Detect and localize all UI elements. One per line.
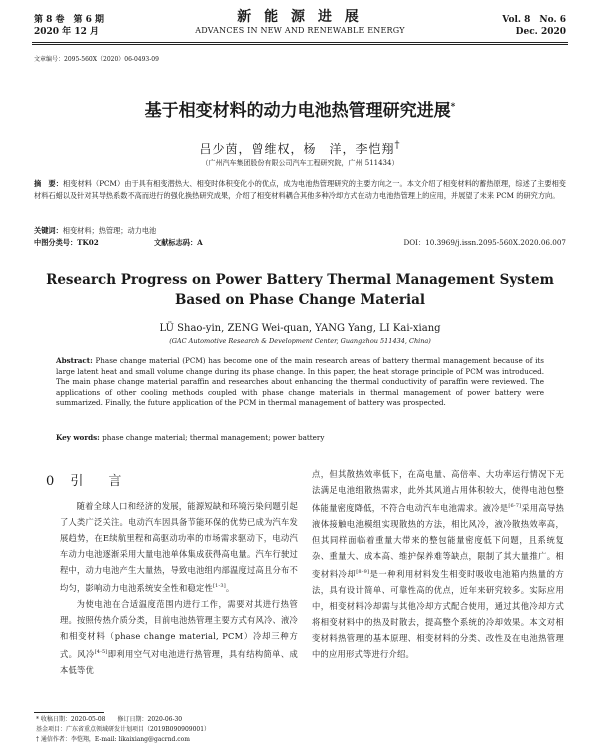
footnote-rule [34,712,104,713]
journal-masthead [150,8,450,36]
date-cn: 2020 年 12 月 [34,27,99,37]
paragraph [312,466,564,662]
authors-en: LÜ Shao-yin, ZENG Wei-quan, YANG Yang, LI Kai-xiang [159,323,441,334]
issue-cn: 第 8 卷 第 6 期 [34,15,105,25]
abstract-cn-text: 相变材料（PCM）由于具有相变潜热大、相变时体积变化小的优点，成为电池热管理研究的主要方向之一。本文介绍了相变材料的蓄热原理，综述了主要相变材料石蜡以及针对其导热系数不高而进行的强化换热研究成果，介绍了相变材料耦合其他多种冷却方式在动力电池热管理上的应用，并展望了未来 PCM 的研究方向。 [34,179,566,200]
body-text: 是一种利用材料发生相变时吸收电池箱内热量的方法，具有设计简单、可靠性高的优点，近年来研究较多。实际应用中，相变材料冷却需与其他冷却方式配合使用，通过其他冷却方式将相变材料中的热及时散去，提高整个系统的冷却效果。本文对相变材料热管理的基本原理、相变材料的分类、改性及在电池热管理中的应用形式等进行介绍。 [312,568,564,659]
journal-name-en: ADVANCES IN NEW AND RENEWABLE ENERGY [195,26,405,35]
header-left [34,14,104,38]
citation[interactable]: [8-9] [356,568,370,575]
keywords-en-text: phase change material; thermal management; power battery [102,433,325,442]
footnotes [36,715,210,745]
body-text: 点，但其散热效率低下，在高电量、高倍率、大功率运行情况下无法满足电池组散热需求，此外其风道占用体积较大，使得电池包整体能量密度降低，不符合电动汽车电池需求。液冷是 [312,469,564,513]
abstract-en-text: Phase change material (PCM) has become one of the main research areas of battery thermal management because of its large latent heat and small volume change during its phase change. In this paper, the heat storage principle of PCM was introduced. The main phase change material paraffin and researches about enhancing the thermal conductivity of paraffin were reviewed. The applications of other cooling methods coupled with phase change materials in thermal management of power battery were summarized. Finally, the future application of the PCM in thermal management of battery was prospected. [56,356,544,407]
affiliation-cn: （广州汽车集团股份有限公司汽车工程研究院，广州 511434） [201,159,399,167]
title-cn [40,96,560,121]
abstract-cn [34,178,566,202]
section-heading [46,470,127,489]
title-footnote-mark: * [450,102,456,113]
citation[interactable]: [6-7] [508,503,522,509]
keywords-en [56,433,544,442]
citation[interactable]: [1-3] [212,583,226,589]
header-right [502,14,566,38]
keywords-cn-label: 关键词： [34,226,63,235]
paragraph [60,498,298,596]
footnote-fund: 基金项目：广东省重点领域研发计划项目（2019B090909001） [36,726,211,733]
title-cn-text: 基于相变材料的动力电池热管理研究进展 [144,101,451,121]
title-en-line2: Based on Phase Change Material [174,292,426,308]
keywords-cn-text: 相变材料；热管理；动力电池 [62,226,157,235]
corresponding-mark: † [394,140,401,151]
classification-line [34,238,566,248]
section-title: 引 言 [70,474,128,489]
document-code: 文献标志码：A [154,238,203,247]
revised-date: 修订日期：2020-06-30 [117,716,183,723]
body-text: 为使电池在合适温度范围内进行工作，需要对其进行热管理。按照传热介质分类，目前电池热管理主要方式有风冷、液冷和相变材料（phase change material, PCM）冷却三种方式。风冷 [60,598,298,659]
title-en-line1: Research Progress on Power Battery Thermal Management System [46,272,554,288]
header-rule [32,42,568,43]
footnote-dates [36,715,210,725]
footnote-corresponding: † 通信作者：李恺翔，E-mail: likaixiang@gacrnd.com [36,736,190,743]
authors-cn-text: 吕少茵，曾维权，杨 洋，李恺翔 [199,142,395,156]
abstract-en-label: Abstract: [56,356,93,365]
title-en [40,270,560,310]
body-text: 随着全球人口和经济的发展，能源短缺和环境污染问题引起了人类广泛关注。电动汽车因具备节能环保的优势已成为汽车发展趋势，在E续航里程和高驱动功率的市场需求驱动下，电动汽车动力电池逐渐采用大量电池单体集成获得高电量。汽车行驶过程中，动力电池产生大量热，导致电池组内部温度过高且分布不均匀，影响动力电池系统安全性和稳定性 [60,501,298,593]
article-number: 文章编号：2095-560X（2020）06-0493-09 [34,56,159,63]
header-rule-thin [32,44,568,45]
volume-en: Vol. 8 No. 6 [502,15,566,25]
keywords-cn [34,226,156,236]
affiliation-en: (GAC Automotive Research & Development Center, Guangzhou 511434, China) [169,337,431,345]
citation[interactable]: [4-5] [94,648,108,655]
paragraph [60,596,298,678]
body-column-right [312,466,564,662]
date-en: Dec. 2020 [515,27,566,37]
section-number: 0 [46,474,61,489]
authors-cn [60,140,540,157]
received-date: * 收稿日期：2020-05-08 [36,716,106,723]
doi: DOI：10.3969/j.issn.2095-560X.2020.06.007 [403,238,566,247]
body-text: 。 [225,582,235,593]
abstract-cn-label: 摘 要： [34,179,63,188]
body-column-left [60,498,298,678]
journal-name-cn: 新 能 源 进 展 [237,9,363,25]
clc-number: 中图分类号：TK02 [34,238,99,247]
body-text: 即利用空气对电池进行热管理，具有结构简单、成本低等优 [60,648,298,675]
keywords-en-label: Key words: [56,433,100,442]
abstract-en [56,356,544,409]
body-text: 采用高导热液体接触电池模组实现散热的方法，相比风冷，液冷散热效率高，但其同样面临着重量大带来的整包能量密度低下问题，且系统复杂、重量大、成本高、维护保养难等缺点，限制了其大量推广。相变材料冷却 [312,502,564,579]
